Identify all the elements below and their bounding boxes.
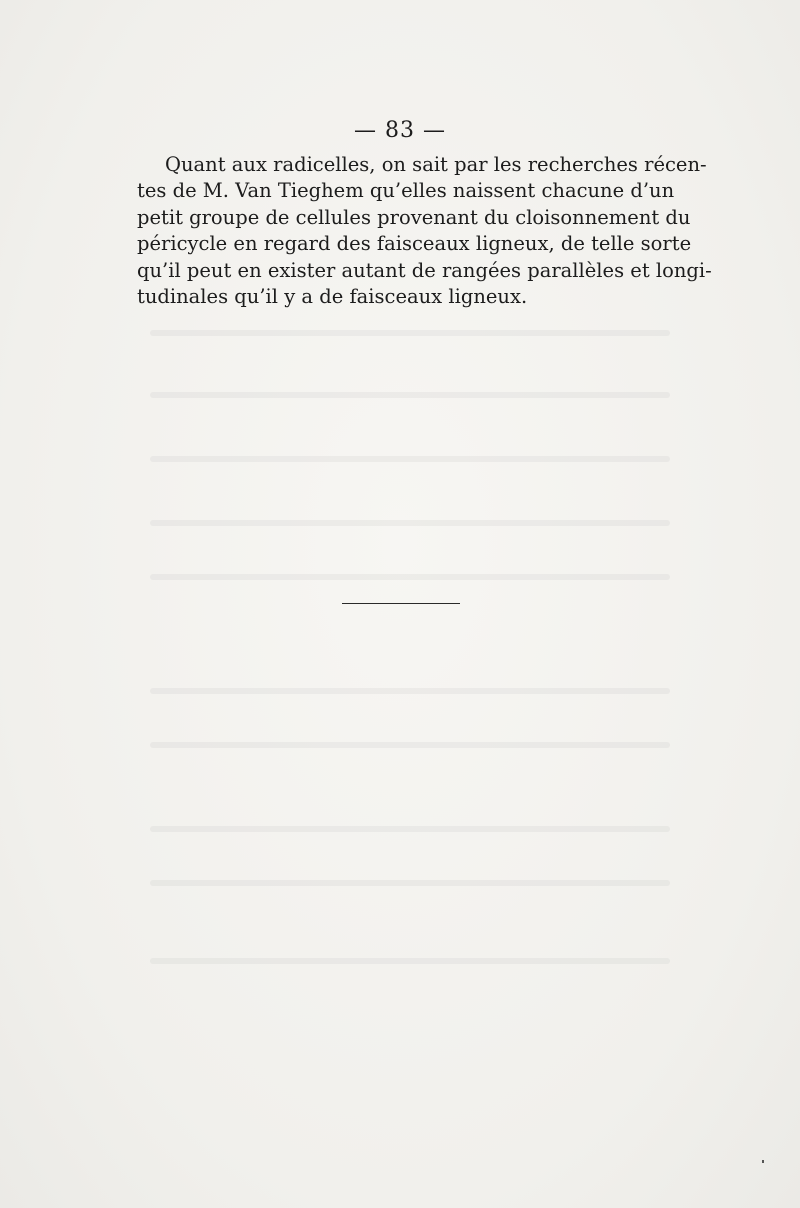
text-line: péricycle en regard des faisceaux ligneux, de telle sorte	[137, 232, 692, 256]
bleed-through-mark	[150, 826, 670, 832]
section-divider	[342, 603, 460, 604]
bleed-through-mark	[150, 456, 670, 462]
bleed-through-mark	[150, 958, 670, 964]
bleed-through-mark	[150, 574, 670, 580]
bleed-through-mark	[150, 392, 670, 398]
bleed-through-mark	[150, 880, 670, 886]
body-paragraph	[137, 152, 712, 310]
ink-speck	[762, 1160, 764, 1163]
text-line: qu’il peut en exister autant de rangées parallèles et longi-	[137, 258, 712, 282]
text-line: petit groupe de cellules provenant du cloisonnement du	[137, 205, 691, 229]
text-line: Quant aux radicelles, on sait par les recherches récen-	[165, 153, 707, 176]
bleed-through-mark	[150, 688, 670, 694]
page-number: — 83 —	[354, 118, 446, 143]
text-line: tudinales qu’il y a de faisceaux ligneux.	[137, 284, 528, 308]
bleed-through-mark	[150, 742, 670, 748]
bleed-through-mark	[150, 520, 670, 526]
bleed-through-mark	[150, 330, 670, 336]
text-line: tes de M. Van Tieghem qu’elles naissent chacune d’un	[137, 179, 675, 203]
